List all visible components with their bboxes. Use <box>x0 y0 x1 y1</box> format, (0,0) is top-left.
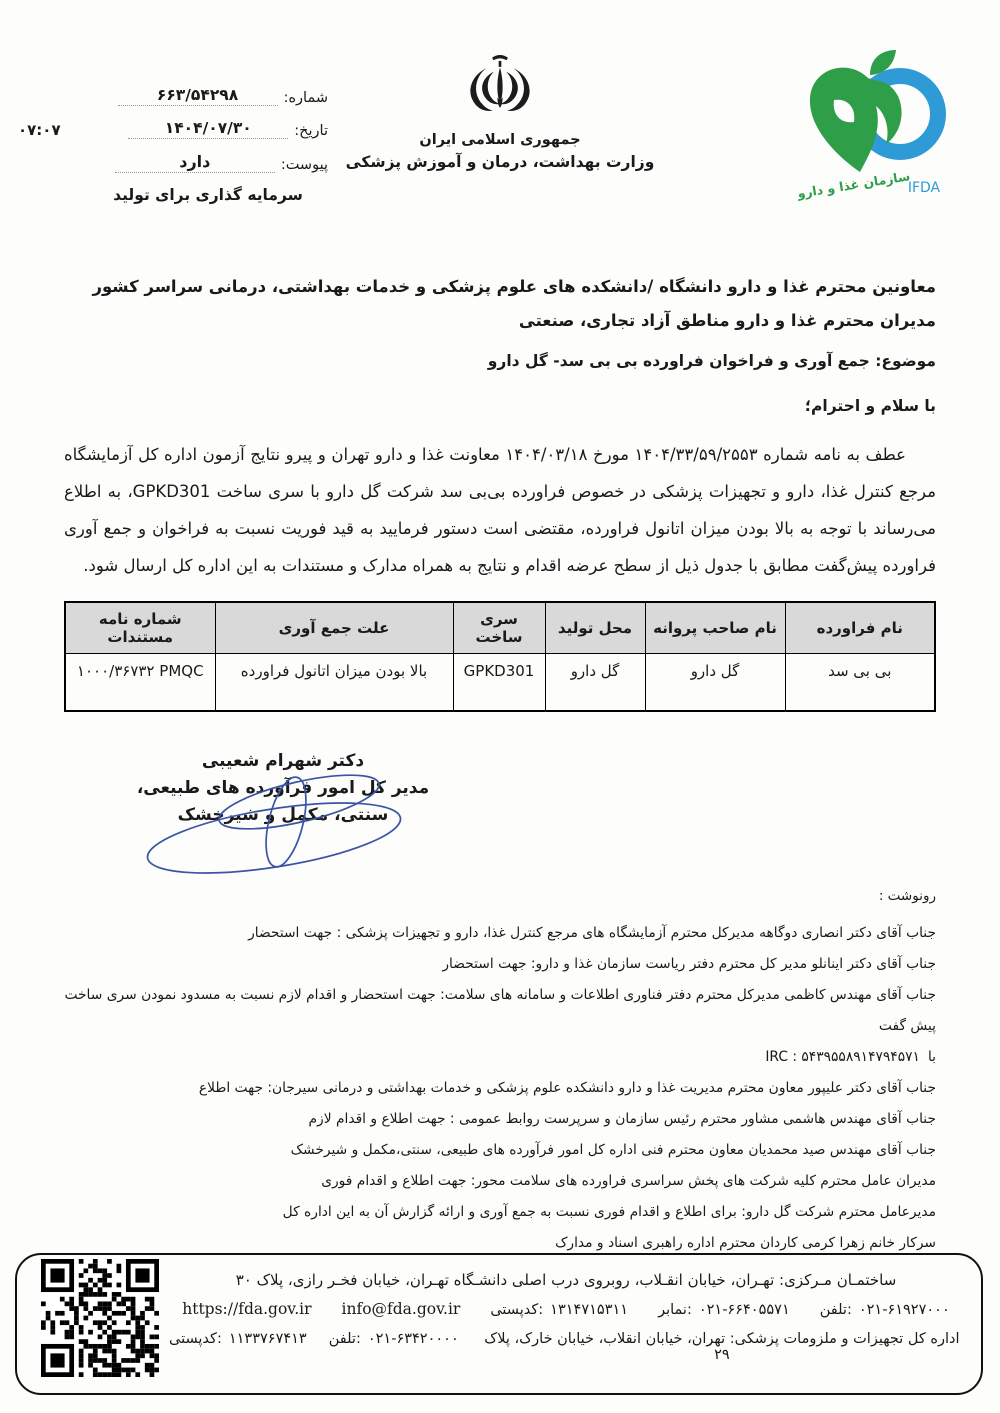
recall-table <box>64 601 936 712</box>
tel-value: ۰۲۱-۶۱۹۲۷۰۰۰ <box>858 1302 950 1318</box>
col-license-holder: نام صاحب پروانه <box>645 602 785 654</box>
iran-emblem-icon <box>467 52 533 128</box>
signer-name: دکتر شهرام شعیبی <box>201 751 365 771</box>
subject-line: موضوع: جمع آوری و فراخوان فراورده بی بی سد- گل دارو <box>487 352 936 370</box>
postal-code-pair <box>490 1302 628 1318</box>
irc-code: IRC : ۵۴۳۹۵۵۸۹۱۴۷۹۴۵۷۱ <box>765 1049 920 1065</box>
tel-pair <box>820 1302 950 1318</box>
recipient-line-2: مدیران محترم غذا و دارو مناطق آزاد تجاری، صنعتی <box>518 311 936 330</box>
cell-batch-number <box>453 654 545 712</box>
cell-production-site: گل دارو <box>545 654 645 712</box>
cc-item: جناب آقای مهندس صید محمدیان معاون محترم فنی اداره کل امور فرآورده های طبیعی، سنتی،مکمل و شیرخشک <box>290 1142 936 1158</box>
cc-item: مدیرعامل محترم شرکت گل دارو: برای اطلاع و اقدام فوری نسبت به جمع آوری و ارائه گزارش آن به این اداره کل <box>282 1204 936 1220</box>
number-label: شماره: <box>283 90 328 106</box>
number-value: ۶۶۳/۵۴۲۹۸ <box>118 86 278 106</box>
col-batch-number: سری ساخت <box>453 602 545 654</box>
letterhead-footer <box>15 1253 983 1395</box>
cell-recall-reason: بالا بودن میزان اتانول فراورده <box>215 654 453 712</box>
cc-item: جناب آقای دکتر انصاری دوگاهه مدیرکل محترم آزمایشگاه های مرجع کنترل غذا، دارو و تجهیزات پزشکی : جهت استحضار <box>248 925 936 941</box>
cc-title: رونوشت : <box>878 888 936 904</box>
postal-label: کدپستی: <box>490 1302 544 1318</box>
irc-prefix: با <box>927 1049 936 1065</box>
recipients <box>64 270 936 338</box>
doc-ref-code: PMQC <box>159 662 204 680</box>
col-production-site: محل تولید <box>545 602 645 654</box>
country-name: جمهوری اسلامی ایران <box>419 132 581 148</box>
cell-license-holder: گل دارو <box>645 654 785 712</box>
signer-title-2: سنتی، مکمل و شیرخشک <box>177 805 389 825</box>
cc-item-irc-continuation <box>64 1042 936 1073</box>
recall-table-wrap <box>64 601 936 712</box>
tel-label: تلفن: <box>819 1302 852 1318</box>
footer-address-main: ساختمـان مـرکزی: تهـران، خیابان انقـلاب، روبروی درب اصلی دانشـگاه تهـران، خیابان فخـر رازی، پلاک ۳۰ <box>235 1271 897 1289</box>
equipment-tel-label: تلفن: <box>328 1331 361 1347</box>
slogan: سرمایه گذاری برای تولید <box>113 186 303 204</box>
date-value: ۱۴۰۴/۰۷/۳۰ <box>128 119 288 139</box>
letter-body: عطف به نامه شماره ۱۴۰۴/۳۳/۵۹/۲۵۵۳ مورخ ۱۴۰۴/۰۳/۱۸ معاونت غذا و دارو تهران و پیرو نتایج آزمون اداره کل آزمایشگاه مرجع کنترل غذا، دارو و تجهیزات پزشکی در خصوص فراورده بی‌بی سد شرکت گل دارو با سری ساخت GPKD301، به اطلاع می‌رساند با توجه به بالا بودن میزان اتانول فراورده، مقتضی است دستور فرمایید به قید فوریت نسبت به فراخوان و جمع آوری فراورده پیش‌گفت مطابق با جدول ذیل از سطح عرضه اقدام و نتایج به همراه مدارک و مستندات به این اداره کل ارسال شود. <box>64 445 936 575</box>
cc-item: مدیران عامل محترم کلیه شرکت های پخش سراسری فراورده های سلامت محور: جهت اطلاع و اقدام فوری <box>321 1173 936 1189</box>
col-product-name: نام فراورده <box>785 602 935 654</box>
ministry-name: وزارت بهداشت، درمان و آموزش پزشکی <box>345 153 655 171</box>
recipient-line-1: معاونین محترم غذا و دارو دانشگاه /دانشکده های علوم پزشکی و خدمات بهداشتی، درمانی سراسر کشور <box>92 277 936 296</box>
attachment-value: دارد <box>115 152 275 173</box>
cell-doc-reference <box>65 654 215 712</box>
fax-pair <box>658 1302 790 1318</box>
equipment-address: اداره کل تجهیزات و ملزومات پزشکی: تهران، خیابان انقلاب، خیابان خارک، پلاک ۲۹ <box>484 1331 960 1363</box>
signer-title-1: مدیر کل امور فرآورده های طبیعی، <box>136 778 430 798</box>
footer-contact-line <box>169 1300 963 1318</box>
time-value: ۰۷:۰۷ <box>18 121 61 139</box>
ifda-acronym: IFDA <box>907 180 941 196</box>
table-header-row <box>65 602 935 654</box>
col-recall-reason: علت جمع آوری <box>215 602 453 654</box>
postal-value: ۱۳۱۴۷۱۵۳۱۱ <box>550 1302 629 1318</box>
website-link[interactable]: https://fda.gov.ir <box>182 1300 312 1318</box>
attachment-label: پیوست: <box>280 157 328 173</box>
cc-item: جناب آقای دکتر اینانلو مدیر کل محترم دفتر ریاست سازمان غذا و دارو: جهت استحضار <box>442 956 936 972</box>
equipment-tel-value: ۰۲۱-۶۳۴۲۰۰۰۰ <box>367 1331 459 1347</box>
batch-number: GPKD301 <box>463 662 535 680</box>
ifda-logo <box>782 48 972 208</box>
cc-section <box>64 888 936 1259</box>
footer-equipment-line <box>169 1331 963 1363</box>
fax-label: نمابر: <box>658 1302 692 1318</box>
fax-value: ۰۲۱-۶۶۴۰۵۵۷۱ <box>698 1302 790 1318</box>
equipment-tel-pair <box>329 1331 459 1347</box>
cc-item: جناب آقای مهندس کاظمی مدیرکل محترم دفتر فناوری اطلاعات و سامانه های سلامت: جهت استحضار و اقدام لازم نسبت به مسدود نمودن سری ساخت پیش گفت <box>64 987 936 1034</box>
cell-product-name: بی بی سد <box>785 654 935 712</box>
date-label: تاریخ: <box>294 123 328 139</box>
doc-ref-number: ۱۰۰۰/۳۶۷۳۲ <box>76 662 155 680</box>
equipment-postal-pair <box>169 1331 307 1347</box>
ifda-logo-icon <box>782 48 972 208</box>
ifda-org-name: سازمان غذا و دارو <box>796 168 912 201</box>
salutation: با سلام و احترام؛ <box>804 397 936 415</box>
footer-lines <box>169 1271 963 1363</box>
cc-item: جناب آقای مهندس هاشمی مشاور محترم رئیس سازمان و سرپرست روابط عمومی : جهت اطلاع و اقدام لازم <box>308 1111 936 1127</box>
table-row <box>65 654 935 712</box>
cc-item: جناب آقای دکتر علیپور معاون محترم مدیریت غذا و دارو دانشکده علوم پزشکی و خدمات بهداشتی و درمانی سیرجان: جهت اطلاع <box>198 1080 936 1096</box>
email-link[interactable]: info@fda.gov.ir <box>341 1300 461 1318</box>
equipment-postal-value: ۱۱۳۳۷۶۷۴۱۳ <box>228 1331 307 1347</box>
signature-block <box>128 748 438 829</box>
equipment-postal-label: کدپستی: <box>169 1331 222 1347</box>
qr-code-icon <box>41 1259 159 1377</box>
cc-item: سرکار خانم زهرا کرمی کاردان محترم اداره راهبری اسناد و مدارک <box>555 1235 936 1251</box>
col-doc-reference: شماره نامه مستندات <box>65 602 215 654</box>
